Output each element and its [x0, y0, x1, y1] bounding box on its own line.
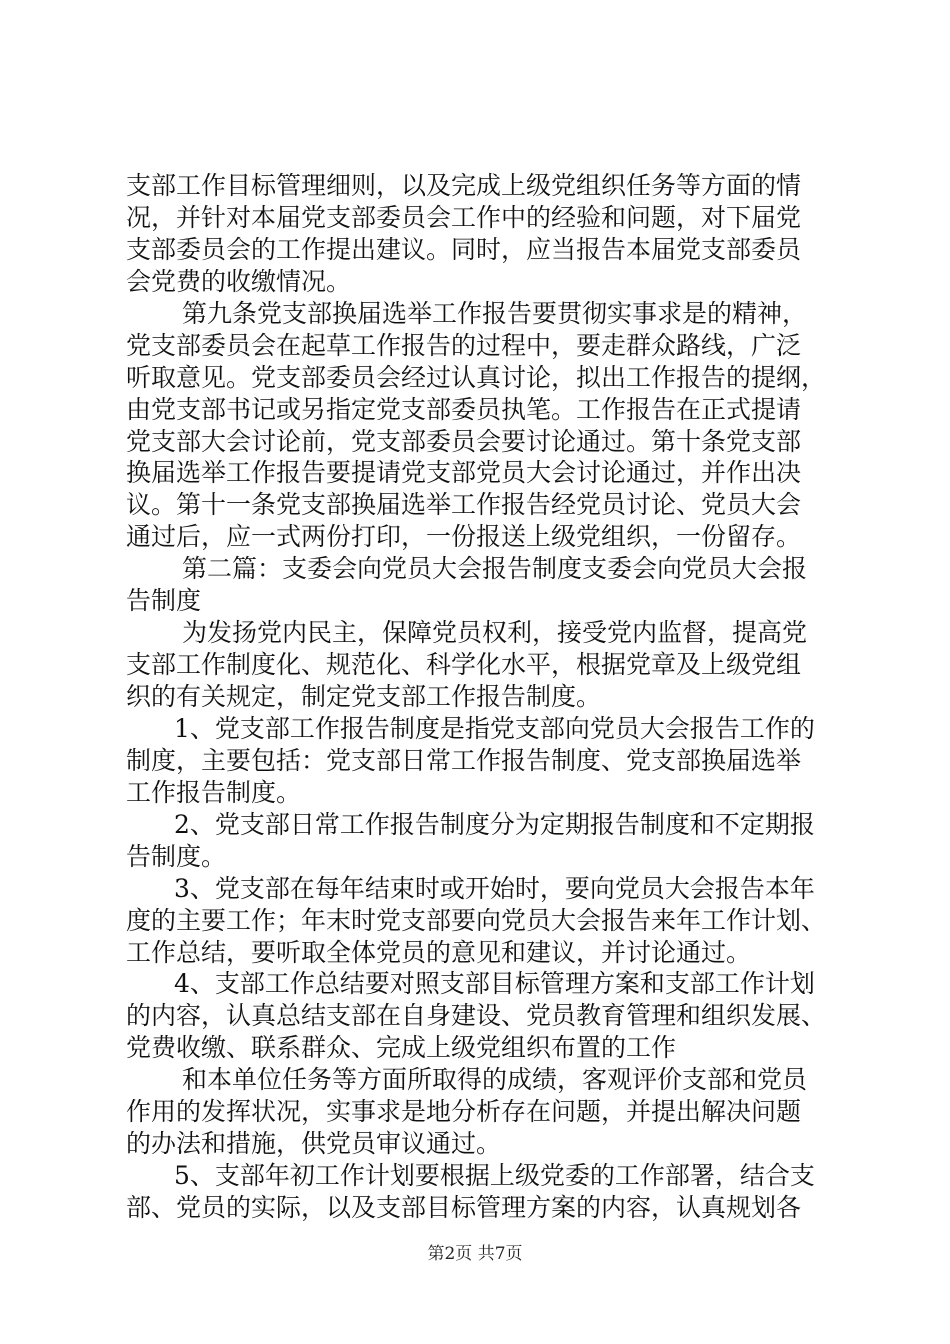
body-line: 由党支部书记或另指定党支部委员执笔。工作报告在正式提请: [126, 395, 802, 424]
body-line: 换届选举工作报告要提请党支部党员大会讨论通过，并作出决: [126, 458, 802, 487]
paragraph-first-line: 第九条党支部换届选举工作报告要贯彻实事求是的精神，: [182, 299, 808, 328]
body-line: 织的有关规定，制定党支部工作报告制度。: [126, 682, 602, 711]
body-line: 通过后，应一式两份打印，一份报送上级党组织，一份留存。: [126, 522, 802, 551]
numbered-item-line: 4、支部工作总结要对照支部目标管理方案和支部工作计划: [174, 969, 815, 998]
numbered-item-line: 1、党支部工作报告制度是指党支部向党员大会报告工作的: [174, 714, 815, 743]
numbered-item-line: 5、支部年初工作计划要根据上级党委的工作部署，结合支: [174, 1161, 815, 1190]
body-line: 党支部委员会在起草工作报告的过程中，要走群众路线，广泛: [126, 331, 802, 360]
numbered-item-line: 2、党支部日常工作报告制度分为定期报告制度和不定期报: [174, 810, 815, 839]
body-line: 作用的发挥状况，实事求是地分析存在问题，并提出解决问题: [126, 1097, 802, 1126]
body-line: 支部委员会的工作提出建议。同时，应当报告本届党支部委员: [126, 235, 802, 264]
body-line: 会党费的收缴情况。: [126, 267, 352, 296]
paragraph-first-line: 为发扬党内民主，保障党员权利，接受党内监督，提高党: [182, 618, 808, 647]
body-line: 议。第十一条党支部换届选举工作报告经党员讨论、党员大会: [126, 490, 802, 519]
body-line: 工作报告制度。: [126, 778, 302, 807]
page-number-footer: 第2页 共7页: [427, 1244, 523, 1264]
body-line: 工作总结，要听取全体党员的意见和建议，并讨论通过。: [126, 938, 752, 967]
body-line: 听取意见。党支部委员会经过认真讨论，拟出工作报告的提纲，: [126, 363, 827, 392]
body-line: 的办法和措施，供党员审议通过。: [126, 1129, 502, 1158]
body-line: 的内容，认真总结支部在自身建设、党员教育管理和组织发展、: [126, 1001, 827, 1030]
section-heading-line: 告制度: [126, 586, 202, 615]
section-heading-line: 第二篇：支委会向党员大会报告制度支委会向党员大会报: [182, 554, 808, 583]
body-line: 制度，主要包括：党支部日常工作报告制度、党支部换届选举: [126, 746, 802, 775]
body-line: 支部工作制度化、规范化、科学化水平，根据党章及上级党组: [126, 650, 802, 679]
body-line: 支部工作目标管理细则，以及完成上级党组织任务等方面的情: [126, 171, 802, 200]
paragraph-first-line: 和本单位任务等方面所取得的成绩，客观评价支部和党员: [182, 1065, 808, 1094]
body-line: 党费收缴、联系群众、完成上级党组织布置的工作: [126, 1033, 677, 1062]
body-line: 度的主要工作；年末时党支部要向党员大会报告来年工作计划、: [126, 906, 827, 935]
body-line: 告制度。: [126, 842, 227, 871]
body-line: 况，并针对本届党支部委员会工作中的经验和问题，对下届党: [126, 203, 802, 232]
body-line: 部、党员的实际，以及支部目标管理方案的内容，认真规划各: [126, 1193, 802, 1222]
body-line: 党支部大会讨论前，党支部委员会要讨论通过。第十条党支部: [126, 427, 802, 456]
numbered-item-line: 3、党支部在每年结束时或开始时，要向党员大会报告本年: [174, 874, 815, 903]
